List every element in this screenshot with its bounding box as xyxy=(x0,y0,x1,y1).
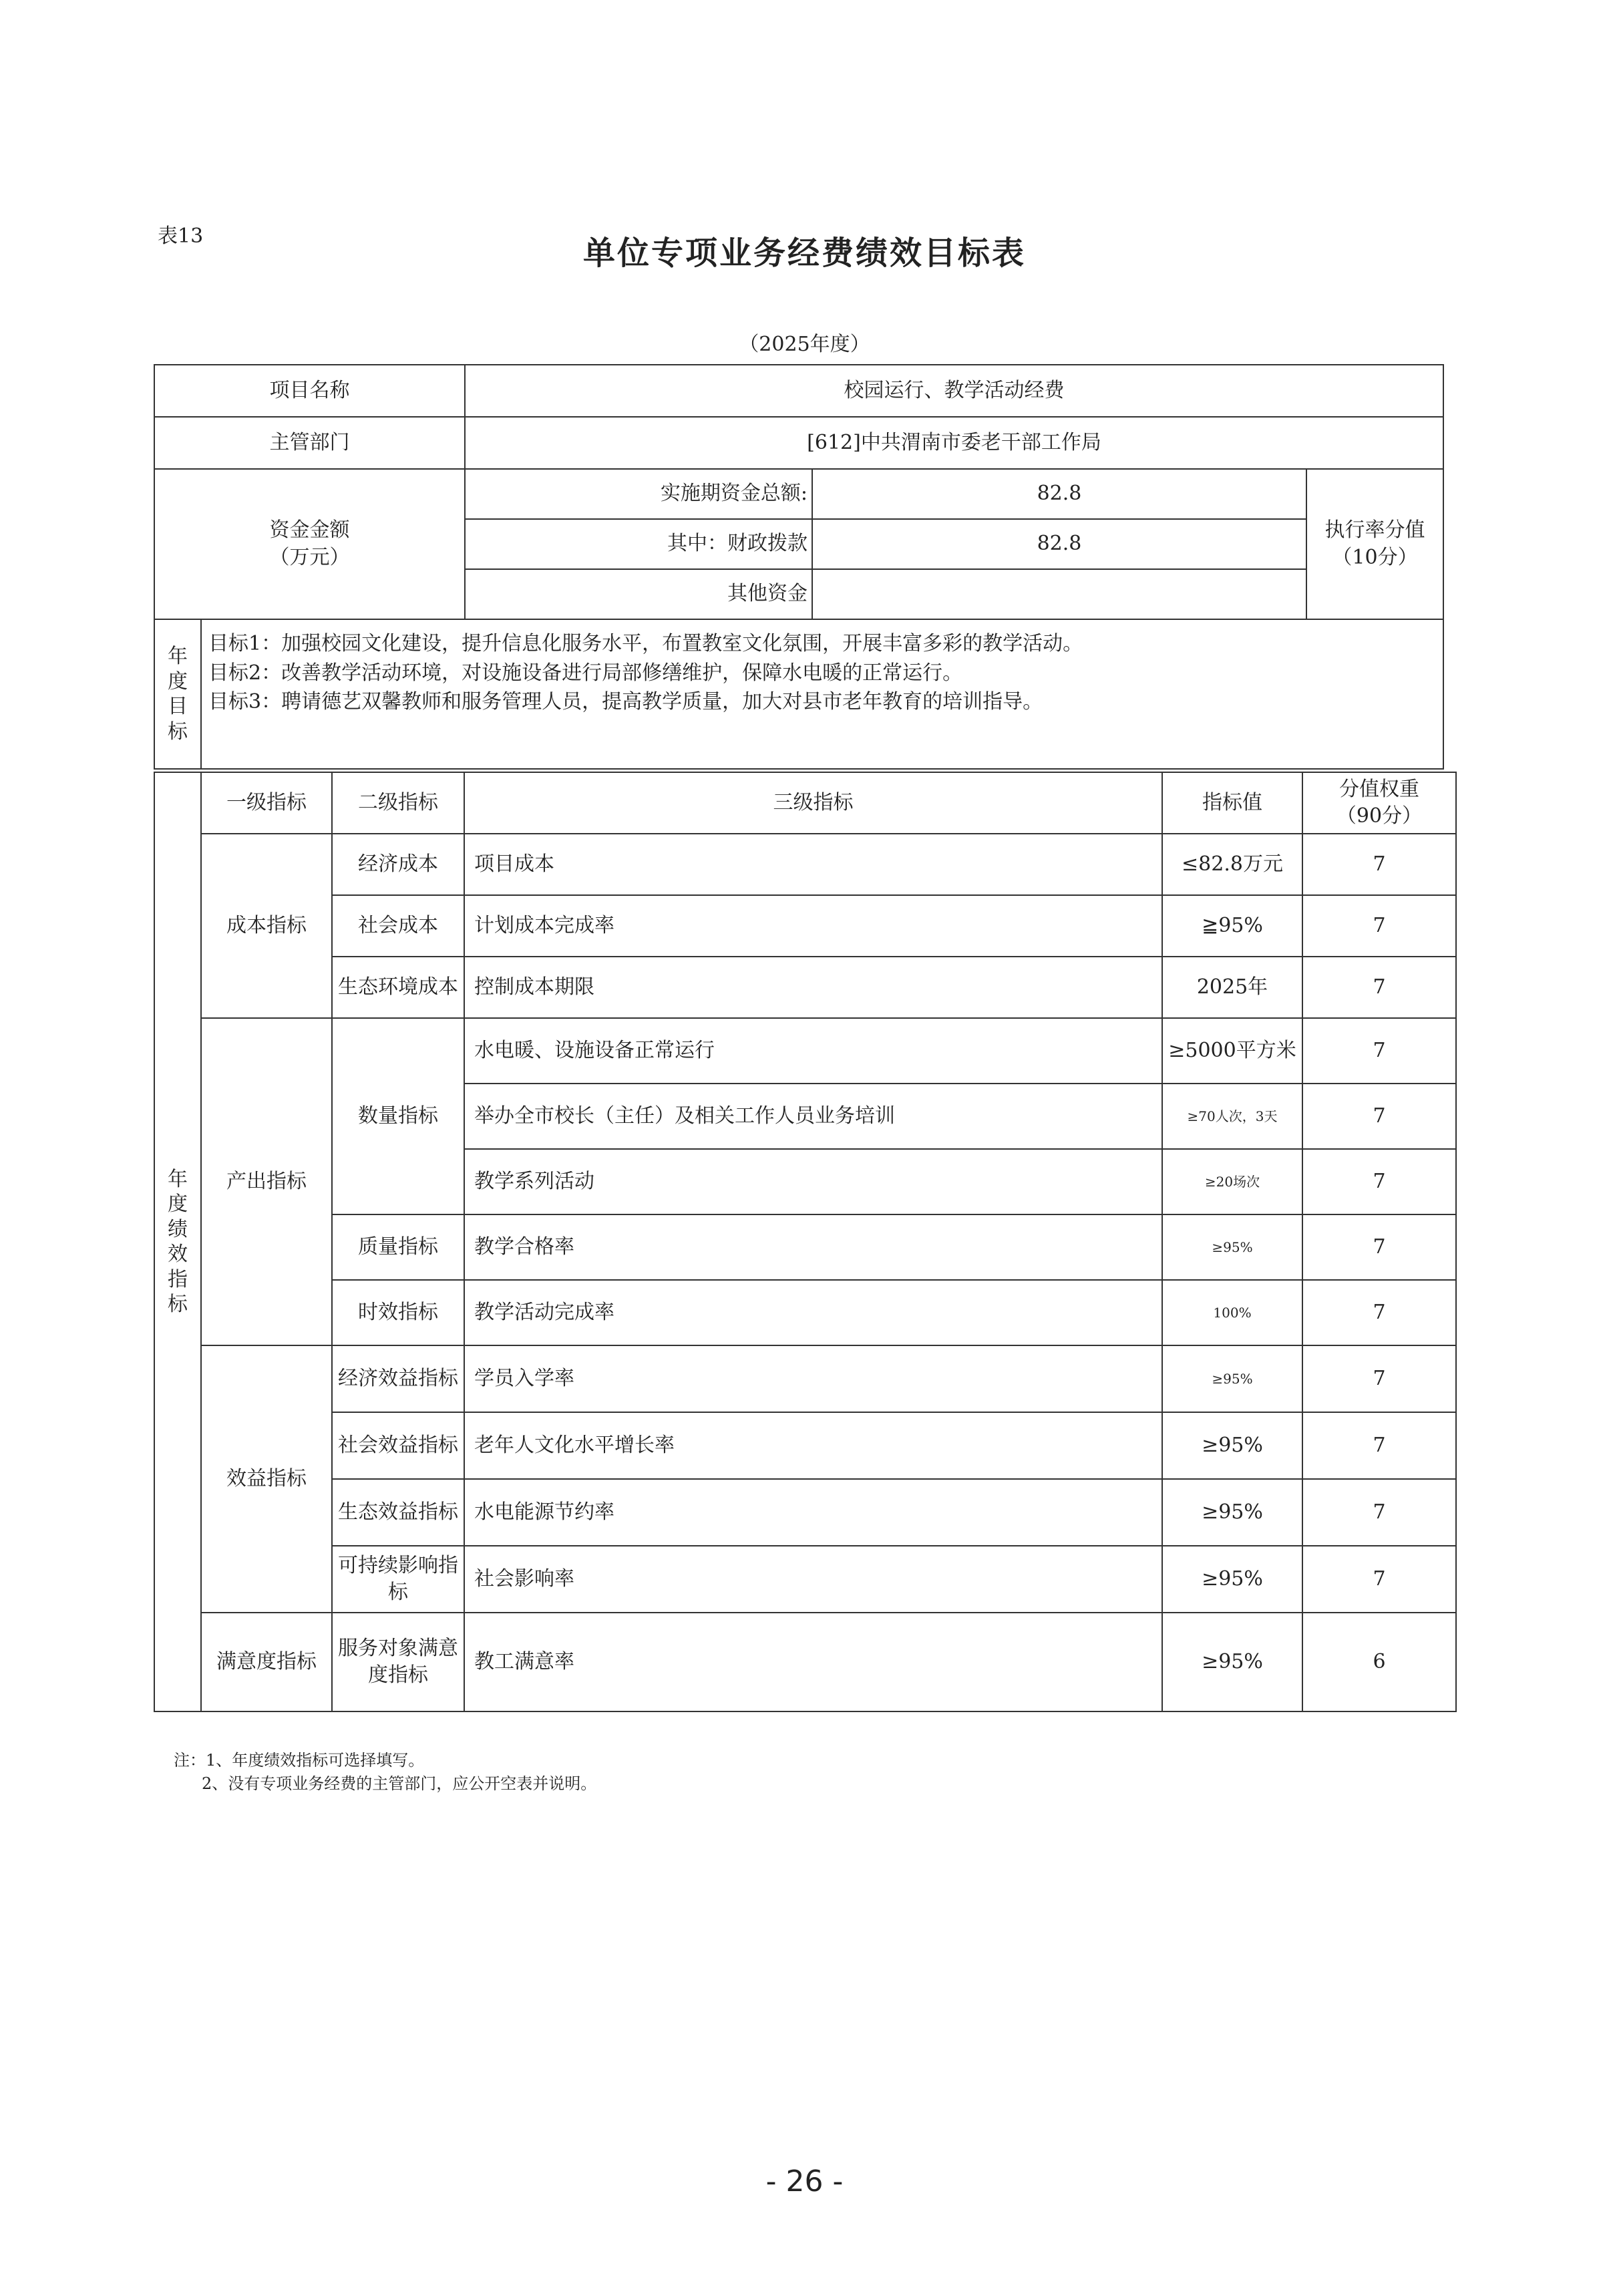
level3-cell: 教学活动完成率 xyxy=(464,1280,1162,1345)
weight-cell: 7 xyxy=(1302,1280,1456,1345)
department-label: 主管部门 xyxy=(154,417,465,469)
level2-cell: 经济成本 xyxy=(332,834,464,895)
level2-cell: 社会成本 xyxy=(332,895,464,957)
level2-cell: 质量指标 xyxy=(332,1214,464,1280)
level3-cell: 老年人文化水平增长率 xyxy=(464,1412,1162,1479)
level2-cell: 生态效益指标 xyxy=(332,1479,464,1546)
execution-rate-label: 执行率分值 xyxy=(1324,518,1425,542)
benefit-indicator-label: 效益指标 xyxy=(201,1345,332,1613)
header-value: 指标值 xyxy=(1162,772,1302,834)
header-level3: 三级指标 xyxy=(464,772,1162,834)
total-funds-value: 82.8 xyxy=(812,469,1306,519)
execution-rate-score: （10分） xyxy=(1332,545,1418,569)
table-row xyxy=(154,1345,1456,1412)
level3-cell: 水电能源节约率 xyxy=(464,1479,1162,1546)
performance-indicator-table xyxy=(154,772,1457,1712)
table-row xyxy=(154,1280,1456,1345)
weight-cell: 7 xyxy=(1302,1149,1456,1214)
table-row xyxy=(154,1546,1456,1613)
quantity-indicator-label: 数量指标 xyxy=(332,1018,464,1214)
value-cell: ≥95% xyxy=(1162,1613,1302,1711)
level3-cell: 项目成本 xyxy=(464,834,1162,895)
annual-performance-label: 年 度 绩 效 指 标 xyxy=(154,772,201,1711)
page-number: - 26 - xyxy=(765,2164,844,2198)
table-row xyxy=(154,1018,1456,1084)
level3-cell: 举办全市校长（主任）及相关工作人员业务培训 xyxy=(464,1084,1162,1149)
table-row xyxy=(154,1412,1456,1479)
level2-cell: 服务对象满意度指标 xyxy=(332,1613,464,1711)
level3-cell: 控制成本期限 xyxy=(464,957,1162,1018)
department-value: [612]中共渭南市委老干部工作局 xyxy=(465,417,1443,469)
satisfaction-indicator-label: 满意度指标 xyxy=(201,1613,332,1711)
weight-cell: 7 xyxy=(1302,957,1456,1018)
weight-cell: 7 xyxy=(1302,834,1456,895)
weight-cell: 7 xyxy=(1302,1479,1456,1546)
objective-item: 目标1：加强校园文化建设，提升信息化服务水平，布置教室文化氛围，开展丰富多彩的教学活动。 xyxy=(208,632,1083,655)
header-level1: 一级指标 xyxy=(201,772,332,834)
table-row xyxy=(154,1613,1456,1711)
level3-cell: 教学系列活动 xyxy=(464,1149,1162,1214)
value-cell: 100% xyxy=(1162,1280,1302,1345)
header-weight: 分值权重 （90分） xyxy=(1302,772,1456,834)
table-row xyxy=(154,834,1456,895)
cost-indicator-label: 成本指标 xyxy=(201,834,332,1018)
level3-cell: 计划成本完成率 xyxy=(464,895,1162,957)
output-indicator-label: 产出指标 xyxy=(201,1018,332,1345)
fiscal-allocation-label: 其中：财政拨款 xyxy=(465,519,812,569)
level3-cell: 教学合格率 xyxy=(464,1214,1162,1280)
project-name-value: 校园运行、教学活动经费 xyxy=(465,365,1443,417)
level2-cell: 可持续影响指标 xyxy=(332,1546,464,1613)
annual-objectives-list xyxy=(201,619,1443,769)
value-cell: ≥95% xyxy=(1162,1345,1302,1412)
table-row xyxy=(154,1479,1456,1546)
other-funds-value xyxy=(812,569,1306,619)
footnote-item: 注：1、年度绩效指标可选择填写。 xyxy=(174,1751,425,1770)
level2-cell: 生态环境成本 xyxy=(332,957,464,1018)
other-funds-label: 其他资金 xyxy=(465,569,812,619)
level3-cell: 教工满意率 xyxy=(464,1613,1162,1711)
value-cell: ≥95% xyxy=(1162,1479,1302,1546)
weight-cell: 6 xyxy=(1302,1613,1456,1711)
footnotes xyxy=(174,1749,596,1796)
header-level2: 二级指标 xyxy=(332,772,464,834)
level3-cell: 社会影响率 xyxy=(464,1546,1162,1613)
weight-cell: 7 xyxy=(1302,1084,1456,1149)
level2-cell: 经济效益指标 xyxy=(332,1345,464,1412)
weight-cell: 7 xyxy=(1302,1345,1456,1412)
total-funds-label: 实施期资金总额: xyxy=(465,469,812,519)
objective-item: 目标2：改善教学活动环境，对设施设备进行局部修缮维护，保障水电暖的正常运行。 xyxy=(208,661,963,685)
value-cell: ≥70人次，3天 xyxy=(1162,1084,1302,1149)
value-cell: ≥95% xyxy=(1162,1412,1302,1479)
funds-unit: （万元） xyxy=(269,545,350,569)
project-name-label: 项目名称 xyxy=(154,365,465,417)
level3-cell: 水电暖、设施设备正常运行 xyxy=(464,1018,1162,1084)
value-cell: ≧95% xyxy=(1162,895,1302,957)
weight-cell: 7 xyxy=(1302,1018,1456,1084)
weight-cell: 7 xyxy=(1302,1412,1456,1479)
table-row xyxy=(154,957,1456,1018)
value-cell: ≥95% xyxy=(1162,1546,1302,1613)
funds-label-cell xyxy=(154,469,465,619)
execution-rate-cell xyxy=(1306,469,1443,619)
objective-item: 目标3：聘请德艺双馨教师和服务管理人员，提高教学质量，加大对县市老年教育的培训指导。 xyxy=(208,690,1043,713)
weight-cell: 7 xyxy=(1302,1214,1456,1280)
level2-cell: 时效指标 xyxy=(332,1280,464,1345)
value-cell: ≥20场次 xyxy=(1162,1149,1302,1214)
funds-label: 资金金额 xyxy=(269,518,350,542)
table-number: 表13 xyxy=(158,224,204,248)
value-cell: 2025年 xyxy=(1162,957,1302,1018)
fiscal-year: （2025年度） xyxy=(739,333,870,356)
fiscal-allocation-value: 82.8 xyxy=(812,519,1306,569)
table-row xyxy=(154,895,1456,957)
project-info-table xyxy=(154,364,1444,770)
weight-cell: 7 xyxy=(1302,1546,1456,1613)
footnote-item: 2、没有专项业务经费的主管部门，应公开空表并说明。 xyxy=(202,1774,597,1793)
value-cell: ≤82.8万元 xyxy=(1162,834,1302,895)
weight-cell: 7 xyxy=(1302,895,1456,957)
annual-objectives-label: 年 度 目 标 xyxy=(154,619,201,769)
page-title: 单位专项业务经费绩效目标表 xyxy=(582,234,1026,272)
level2-cell: 社会效益指标 xyxy=(332,1412,464,1479)
level3-cell: 学员入学率 xyxy=(464,1345,1162,1412)
table-row xyxy=(154,1214,1456,1280)
value-cell: ≥5000平方米 xyxy=(1162,1018,1302,1084)
value-cell: ≥95% xyxy=(1162,1214,1302,1280)
